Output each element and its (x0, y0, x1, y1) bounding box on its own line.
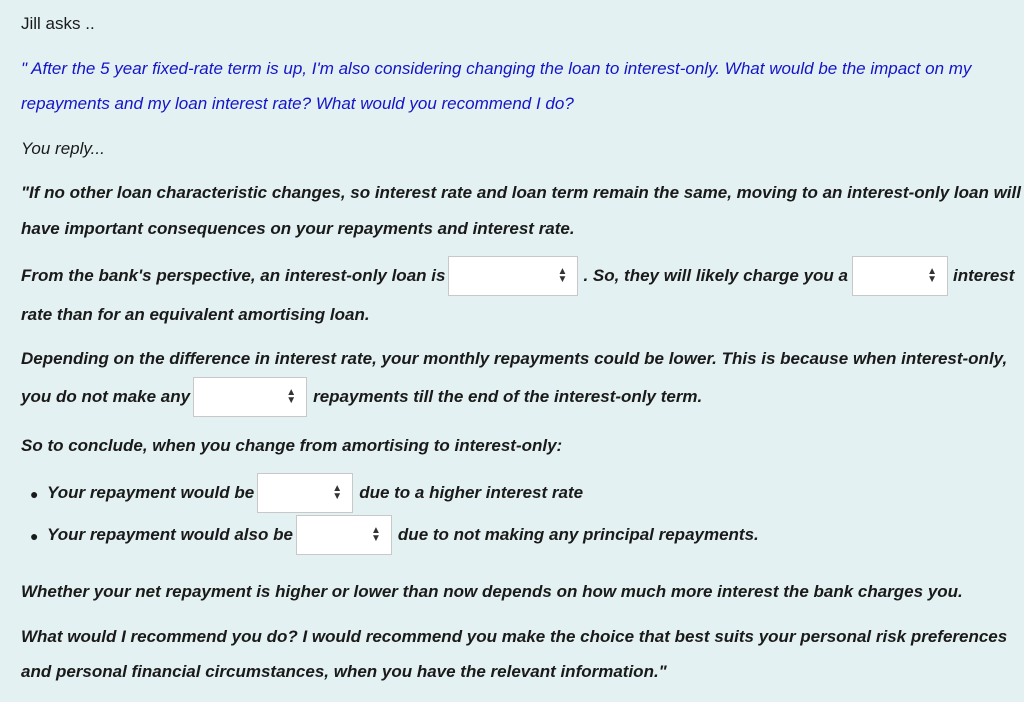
answer-p1-line-1: "If no other loan characteristic changes, so interest rate and loan term remain the same, moving to an interest-only loan will (21, 183, 1021, 202)
repayment-change-1-dropdown[interactable] (257, 473, 353, 513)
repayment-type-dropdown[interactable] (193, 377, 307, 417)
answer-p5-line-1: What would I recommend you do? I would recommend you make the choice that best suits your personal risk preferences (21, 627, 1008, 646)
bullet-2 (47, 515, 759, 555)
bullet-1 (47, 473, 583, 513)
updown-arrow-icon: ▲ ▼ (286, 387, 297, 406)
answer-p2-text-b: . So, they will likely charge you a (583, 266, 848, 285)
answer-p3-line-1: Depending on the difference in interest rate, your monthly repayments could be lower. This is because when interest-only, (21, 349, 1008, 368)
answer-p2-line-2: rate than for an equivalent amortising loan. (21, 305, 370, 324)
repayment-change-2-dropdown[interactable] (296, 515, 392, 555)
conclude-text: So to conclude, when you change from amortising to interest-only: (21, 436, 563, 455)
bullet-1-text-a: Your repayment would be (47, 483, 255, 502)
risk-dropdown[interactable] (448, 256, 578, 296)
updown-arrow-icon: ▲ ▼ (557, 266, 568, 285)
answer-p3-text-a: you do not make any (21, 387, 191, 406)
answer-p2-text-c: interest (952, 266, 1015, 285)
bullet-1-text-b: due to a higher interest rate (359, 483, 584, 502)
bullet-2-text-b: due to not making any principal repayments. (397, 525, 759, 544)
answer-p2-line-1 (21, 256, 1014, 296)
rate-dropdown[interactable] (852, 256, 948, 296)
asker-label: Jill asks .. (21, 14, 95, 33)
updown-arrow-icon: ▲ ▼ (332, 483, 343, 502)
answer-p2-text-a: From the bank's perspective, an interest-only loan is (21, 266, 446, 285)
updown-arrow-icon: ▲ ▼ (927, 266, 937, 285)
question-line-1: " After the 5 year fixed-rate term is up, I'm also considering changing the loan to interest-only. What would be the impact on my (21, 59, 972, 78)
answer-p5-line-2: and personal financial circumstances, when you have the relevant information." (21, 662, 667, 681)
answer-p3-line-2 (21, 377, 702, 417)
answer-p3-text-b: repayments till the end of the interest-only term. (313, 387, 703, 406)
bullet-dot: ● (30, 528, 39, 544)
answer-p4: Whether your net repayment is higher or lower than now depends on how much more interest the bank charges you. (21, 582, 963, 601)
question-line-2: repayments and my loan interest rate? What would you recommend I do? (21, 94, 574, 113)
bullet-2-text-a: Your repayment would also be (47, 525, 293, 544)
updown-arrow-icon: ▲ ▼ (371, 525, 381, 544)
you-reply-label: You reply... (21, 139, 105, 158)
answer-p1-line-2: have important consequences on your repayments and interest rate. (21, 219, 575, 238)
bullet-dot: ● (30, 486, 39, 502)
